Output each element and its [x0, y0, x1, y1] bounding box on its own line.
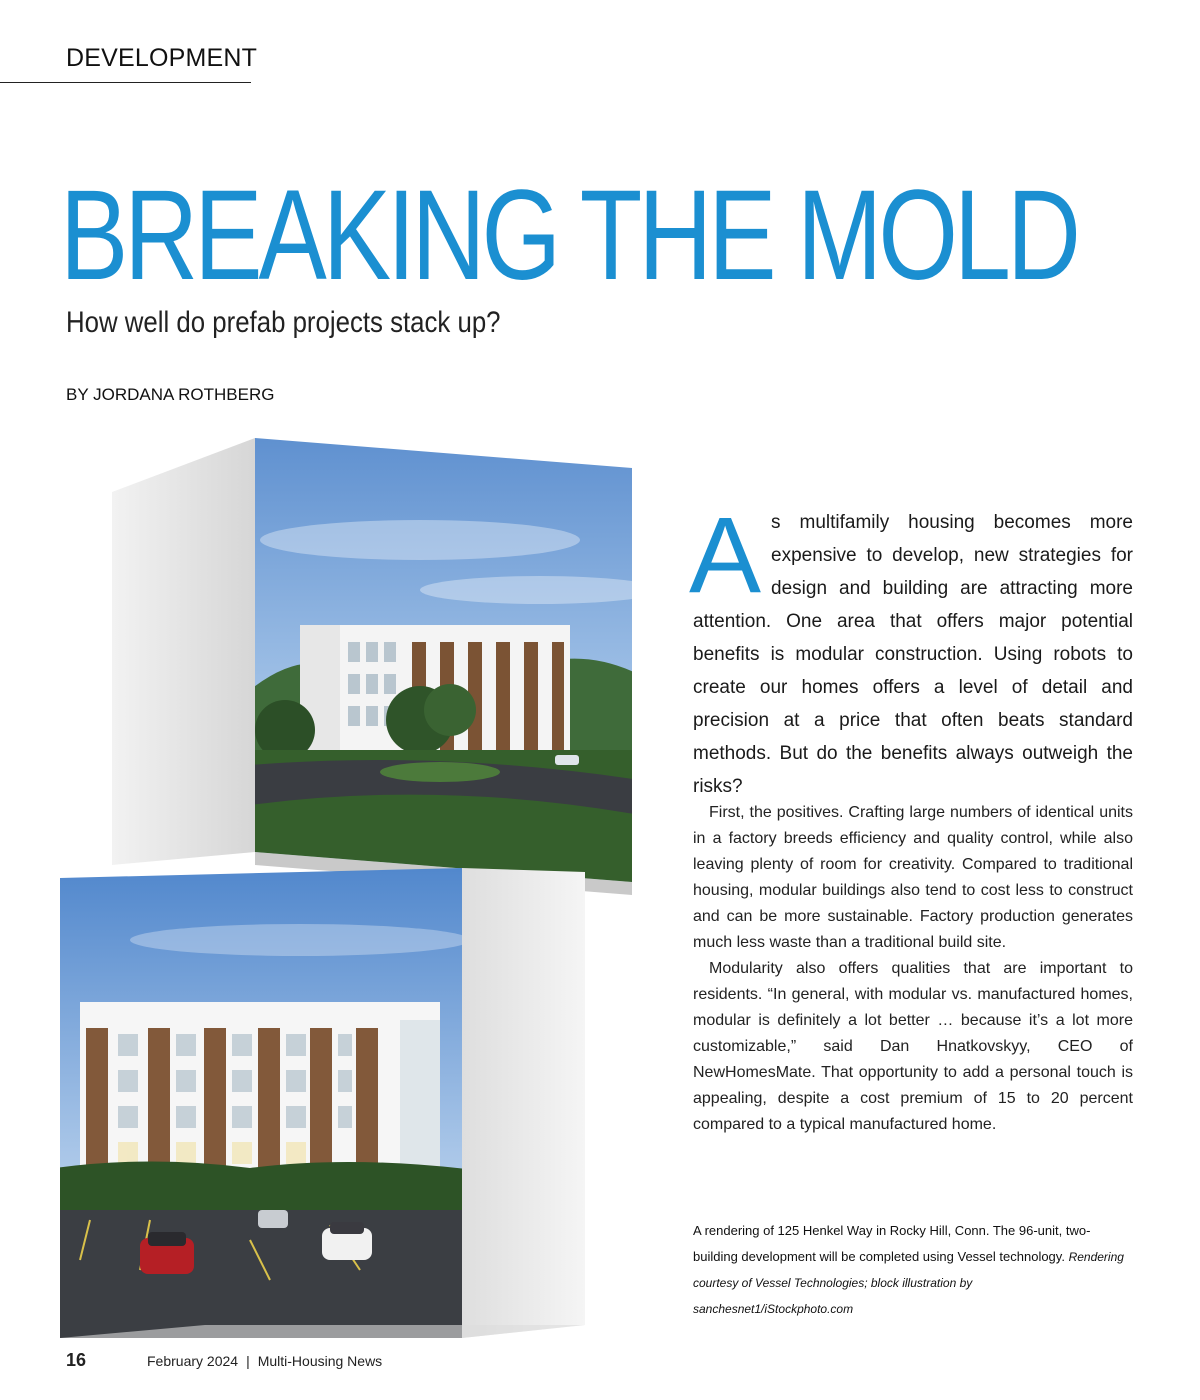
caption-text: A rendering of 125 Henkel Way in Rocky Hill, Conn. The 96-unit, two-building development will be completed using Vessel technology.: [693, 1223, 1091, 1264]
section-label: DEVELOPMENT: [66, 44, 258, 72]
deck: How well do prefab projects stack up?: [66, 306, 501, 339]
publication-name: Multi-Housing News: [257, 1353, 383, 1369]
page-number: 16: [66, 1350, 87, 1370]
rendering-lower-image: [55, 860, 475, 1350]
issue-date: February 2024: [147, 1353, 239, 1369]
drop-cap: A: [689, 494, 762, 615]
rendering-upper-image: [250, 430, 660, 900]
byline: BY JORDANA ROTHBERG: [66, 385, 275, 404]
block-illustration: [0, 420, 680, 1360]
image-caption: [693, 1218, 1133, 1322]
lead-text: s multifamily housing becomes more expensive to develop, new strategies for design and building are attracting more attention. One area that offers major potential benefits is modular construction. Using robots to create our homes offers a level of detail and precision at a price that often beats standard methods. But do the benefits always outweigh the risks?: [693, 512, 1133, 797]
lower-block: [55, 860, 585, 1350]
headline: BREAKING THE MOLD: [60, 164, 1077, 307]
lead-paragraph: [689, 494, 1133, 803]
page-footer: [66, 1350, 382, 1371]
upper-block: [112, 430, 660, 900]
section-rule: [0, 82, 251, 83]
article-body: [693, 800, 1133, 1138]
paragraph: Modularity also offers qualities that are important to residents. “In general, with modular vs. manufactured homes, modular is definitely a lot better … because it’s a lot more customizable,” said Dan Hnatkovskyy, CEO of NewHomesMate. That opportunity to add a personal touch is appealing, despite a cost premium of 15 to 20 percent compared to a typical manufactured home.: [693, 960, 1133, 1133]
caption-credit: Rendering courtesy of Vessel Technologies; block illustration by sanchesnet1/iStockphoto.com: [693, 1250, 1124, 1316]
paragraph: First, the positives. Crafting large numbers of identical units in a factory breeds efficiency and quality control, while also leaving plenty of room for creativity. Compared to traditional housing, modular buildings also tend to cost less to construct and can be more sustainable. Factory production generates much less waste than a traditional build site.: [693, 804, 1133, 951]
footer-separator: |: [246, 1353, 250, 1369]
